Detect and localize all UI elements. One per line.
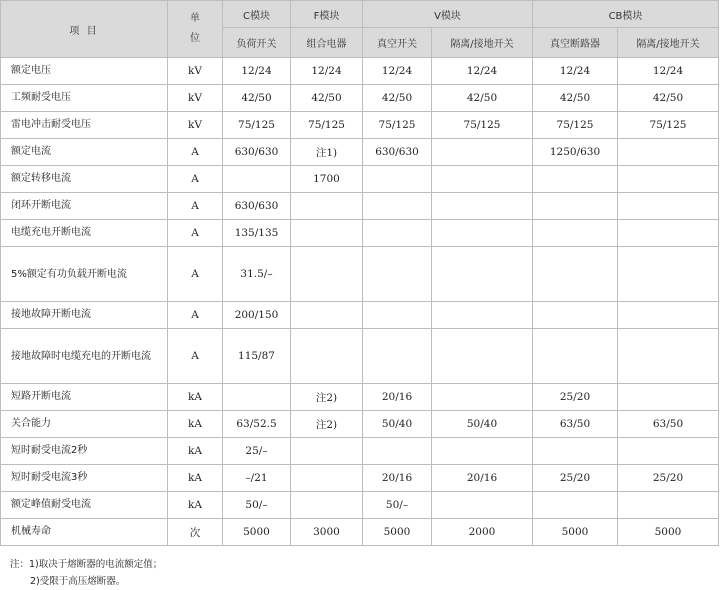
table-cell [291, 247, 363, 302]
table-cell [432, 302, 533, 329]
table-row [1, 329, 719, 384]
row-label: 额定电压 [1, 58, 168, 85]
footnote-1: 注：1)取决于熔断器的电流额定值； [10, 559, 163, 570]
table-cell: 75/125 [223, 112, 291, 139]
table-cell: 200/150 [223, 302, 291, 329]
table-cell: 25/20 [533, 384, 618, 411]
header-group-c: C模块 [223, 1, 291, 28]
row-unit: 次 [168, 519, 223, 546]
table-row [1, 438, 719, 465]
table-cell: 2000 [432, 519, 533, 546]
row-label: 5%额定有功负载开断电流 [1, 247, 168, 302]
table-cell: 42/50 [533, 85, 618, 112]
table-cell [618, 384, 719, 411]
header-sub-vacuum-switch: 真空开关 [363, 28, 432, 58]
table-row [1, 85, 719, 112]
table-cell [533, 220, 618, 247]
row-label: 短时耐受电流3秒 [1, 465, 168, 492]
table-cell: 20/16 [363, 465, 432, 492]
table-row [1, 492, 719, 519]
table-cell: 630/630 [363, 139, 432, 166]
table-cell: 75/125 [363, 112, 432, 139]
table-cell: 5000 [363, 519, 432, 546]
table-cell: 注1) [291, 139, 363, 166]
table-cell: 50/– [363, 492, 432, 519]
table-cell [363, 438, 432, 465]
table-cell [432, 492, 533, 519]
table-cell [363, 329, 432, 384]
row-label: 关合能力 [1, 411, 168, 438]
table-row [1, 220, 719, 247]
table-cell: 5000 [223, 519, 291, 546]
row-label: 接地故障开断电流 [1, 302, 168, 329]
header-group-f: F模块 [291, 1, 363, 28]
table-cell: 20/16 [432, 465, 533, 492]
table-cell: 63/52.5 [223, 411, 291, 438]
table-cell: 75/125 [432, 112, 533, 139]
row-unit: A [168, 193, 223, 220]
row-label: 雷电冲击耐受电压 [1, 112, 168, 139]
table-cell [291, 492, 363, 519]
table-cell: 1250/630 [533, 139, 618, 166]
table-cell: 75/125 [533, 112, 618, 139]
table-cell: 12/24 [533, 58, 618, 85]
table-cell: 630/630 [223, 139, 291, 166]
table-cell [533, 166, 618, 193]
row-unit: kA [168, 492, 223, 519]
table-row [1, 519, 719, 546]
table-cell: 12/24 [291, 58, 363, 85]
footnotes [10, 556, 162, 590]
table-cell: 50/– [223, 492, 291, 519]
table-cell: 75/125 [291, 112, 363, 139]
row-unit: A [168, 220, 223, 247]
row-unit: kV [168, 58, 223, 85]
table-cell: 20/16 [363, 384, 432, 411]
table-cell [291, 302, 363, 329]
header-unit: 单 位 [168, 1, 223, 58]
table-cell: 75/125 [618, 112, 719, 139]
table-row [1, 302, 719, 329]
table-cell [291, 465, 363, 492]
table-cell: 42/50 [432, 85, 533, 112]
row-unit: kV [168, 112, 223, 139]
table-cell [618, 166, 719, 193]
table-cell [432, 220, 533, 247]
table-cell [291, 329, 363, 384]
table-cell: 5000 [618, 519, 719, 546]
table-cell [432, 193, 533, 220]
row-label: 机械寿命 [1, 519, 168, 546]
table-cell [618, 247, 719, 302]
row-unit: A [168, 139, 223, 166]
row-label: 闭环开断电流 [1, 193, 168, 220]
table-cell [533, 492, 618, 519]
table-cell [533, 247, 618, 302]
table-cell [291, 193, 363, 220]
table-cell: 3000 [291, 519, 363, 546]
table-cell [223, 384, 291, 411]
table-row [1, 384, 719, 411]
footnote-2: 2)受限于高压熔断器。 [30, 576, 126, 587]
table-cell [618, 139, 719, 166]
table-cell [618, 193, 719, 220]
table-cell [533, 438, 618, 465]
table-row [1, 411, 719, 438]
row-unit: A [168, 329, 223, 384]
table-cell: 63/50 [618, 411, 719, 438]
header-sub-vacuum-breaker: 真空断路器 [533, 28, 618, 58]
table-cell: 5000 [533, 519, 618, 546]
row-unit: kA [168, 384, 223, 411]
table-cell: 注2) [291, 384, 363, 411]
table-row [1, 193, 719, 220]
table-cell: 135/135 [223, 220, 291, 247]
row-label: 工频耐受电压 [1, 85, 168, 112]
table-cell [363, 247, 432, 302]
table-row [1, 465, 719, 492]
table-cell [432, 247, 533, 302]
table-cell [432, 384, 533, 411]
table-cell: 31.5/– [223, 247, 291, 302]
table-cell: 25/20 [618, 465, 719, 492]
row-unit: kA [168, 411, 223, 438]
table-cell: 50/40 [363, 411, 432, 438]
row-unit: A [168, 166, 223, 193]
table-row [1, 247, 719, 302]
table-cell: 50/40 [432, 411, 533, 438]
table-row [1, 139, 719, 166]
table-cell: 12/24 [223, 58, 291, 85]
header-sub-isolating-earthing-cb: 隔离/接地开关 [618, 28, 719, 58]
table-cell: 42/50 [618, 85, 719, 112]
table-cell [223, 166, 291, 193]
row-unit: kA [168, 438, 223, 465]
table-cell: 12/24 [432, 58, 533, 85]
table-cell [432, 438, 533, 465]
table-row [1, 58, 719, 85]
row-unit: kV [168, 85, 223, 112]
row-label: 电缆充电开断电流 [1, 220, 168, 247]
table-cell [432, 139, 533, 166]
table-cell: 25/20 [533, 465, 618, 492]
table-cell [618, 220, 719, 247]
row-label: 额定峰值耐受电流 [1, 492, 168, 519]
table-cell [363, 166, 432, 193]
table-cell [432, 329, 533, 384]
row-label: 短路开断电流 [1, 384, 168, 411]
header-sub-combined-apparatus: 组合电器 [291, 28, 363, 58]
table-cell [533, 302, 618, 329]
table-cell: 12/24 [618, 58, 719, 85]
table-cell [291, 438, 363, 465]
table-cell: 12/24 [363, 58, 432, 85]
table-cell [533, 329, 618, 384]
table-cell [363, 220, 432, 247]
table-cell [618, 492, 719, 519]
table-cell: 1700 [291, 166, 363, 193]
table-cell [533, 193, 618, 220]
table-cell: 630/630 [223, 193, 291, 220]
header-item: 项 目 [1, 1, 168, 58]
row-label: 额定电流 [1, 139, 168, 166]
row-label: 额定转移电流 [1, 166, 168, 193]
table-cell: 42/50 [291, 85, 363, 112]
table-cell [363, 193, 432, 220]
row-label: 短时耐受电流2秒 [1, 438, 168, 465]
table-row [1, 112, 719, 139]
header-sub-isolating-earthing-v: 隔离/接地开关 [432, 28, 533, 58]
row-unit: kA [168, 465, 223, 492]
header-group-cb: CB模块 [533, 1, 719, 28]
header-sub-load-switch: 负荷开关 [223, 28, 291, 58]
table-cell: 63/50 [533, 411, 618, 438]
table-cell [432, 166, 533, 193]
row-unit: A [168, 247, 223, 302]
table-cell: 42/50 [223, 85, 291, 112]
table-cell [291, 220, 363, 247]
table-cell [363, 302, 432, 329]
row-label: 接地故障时电缆充电的开断电流 [1, 329, 168, 384]
table-cell: 115/87 [223, 329, 291, 384]
spec-table-body [1, 58, 719, 546]
table-cell: 25/– [223, 438, 291, 465]
table-cell: 42/50 [363, 85, 432, 112]
table-row [1, 166, 719, 193]
table-cell [618, 302, 719, 329]
table-cell [618, 329, 719, 384]
table-cell: 注2) [291, 411, 363, 438]
table-cell [618, 438, 719, 465]
table-cell: –/21 [223, 465, 291, 492]
row-unit: A [168, 302, 223, 329]
header-group-v: V模块 [363, 1, 533, 28]
